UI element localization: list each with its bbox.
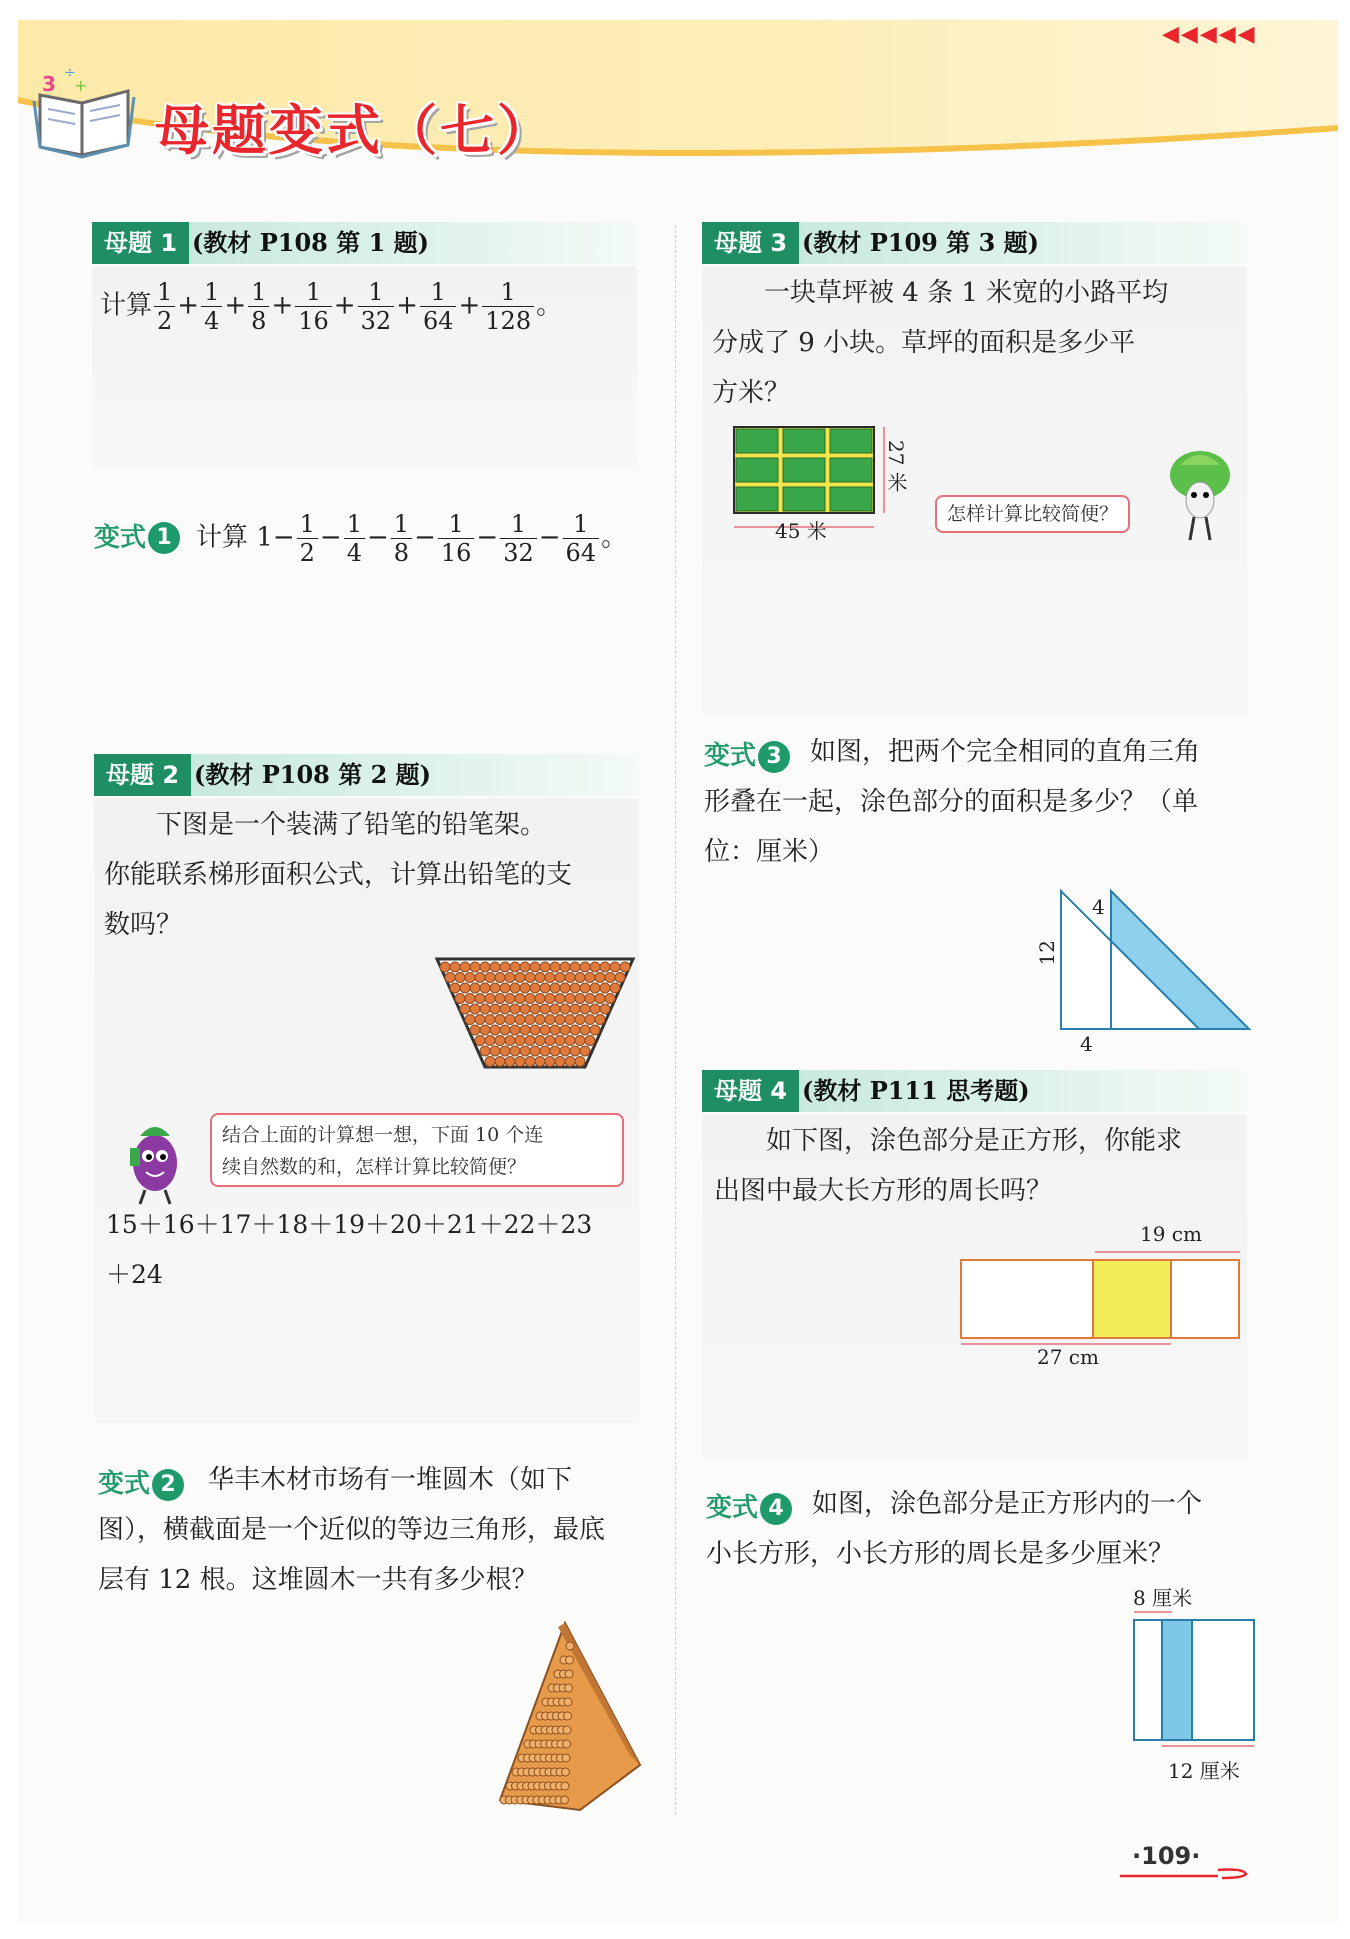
operator: − <box>272 522 295 553</box>
pencil-end <box>500 1046 510 1056</box>
problem-2-line-3: 数吗？ <box>104 910 183 940</box>
pencil-end <box>475 1015 485 1025</box>
variant-3-line-2: 形叠在一起，涂色部分的面积是多少？（单 <box>704 787 1199 817</box>
numerator: 1 <box>438 510 475 539</box>
pencil-end <box>525 994 535 1004</box>
pencil-end <box>555 1015 565 1025</box>
pencil-end <box>565 1057 575 1067</box>
variant-2-line-1: 华丰木材市场有一堆圆木（如下 <box>208 1465 573 1495</box>
rectangle-top-label: 19 cm <box>1140 1222 1202 1246</box>
pencil-end <box>605 994 615 1004</box>
operator: + <box>458 290 481 321</box>
denominator: 2 <box>299 539 315 567</box>
pencil-end <box>525 1036 535 1046</box>
pencil-end <box>530 1004 540 1014</box>
square-rectangle-figure <box>1128 1608 1258 1753</box>
triangle-bottom-label: 4 <box>1080 1032 1093 1056</box>
square-bottom-label: 12 厘米 <box>1168 1759 1240 1783</box>
pencil-end <box>500 1004 510 1014</box>
problem-2-header <box>94 754 639 796</box>
pencil-end <box>545 1057 555 1067</box>
problem-2-hint-line-1: 结合上面的计算想一想，下面 10 个连 <box>222 1124 544 1146</box>
problem-2-text <box>104 800 644 950</box>
pencil-end <box>515 1057 525 1067</box>
pencil-end <box>610 983 620 993</box>
cabbage-character-icon <box>1160 445 1240 545</box>
pencil-end <box>500 1025 510 1035</box>
pencil-end <box>490 1025 500 1035</box>
pencil-end <box>560 1004 570 1014</box>
pencil-end <box>505 1015 515 1025</box>
log-end <box>562 1754 570 1762</box>
pencil-end <box>535 1015 545 1025</box>
pencil-end <box>570 962 580 972</box>
fraction <box>201 278 222 335</box>
pencil-end <box>450 962 460 972</box>
column-divider <box>675 225 676 1815</box>
pencil-end <box>595 973 605 983</box>
pencil-end <box>480 1046 490 1056</box>
operator: + <box>177 290 200 321</box>
variant-3-line-1: 如图，把两个完全相同的直角三角 <box>810 737 1201 767</box>
variant-1-number-badge: 1 <box>148 522 180 554</box>
denominator: 32 <box>360 307 392 335</box>
pencil-end <box>505 994 515 1004</box>
numerator: 1 <box>344 510 365 539</box>
problem-3-header <box>702 222 1247 264</box>
variant-4-line-1: 如图，涂色部分是正方形内的一个 <box>812 1489 1203 1519</box>
eggplant-character-icon <box>110 1108 200 1208</box>
book-digit: 3 <box>42 72 56 96</box>
pencil-end <box>560 1046 570 1056</box>
log-end <box>566 1642 574 1650</box>
pencil-end <box>580 983 590 993</box>
pencil-end <box>565 973 575 983</box>
variant-2-line-2: 图），横截面是一个近似的等边三角形，最底 <box>98 1515 606 1545</box>
pencil-end <box>495 1015 505 1025</box>
pencil-end <box>565 1015 575 1025</box>
pencil-end <box>555 1057 565 1067</box>
pencil-end <box>590 1025 600 1035</box>
pencil-end <box>470 1004 480 1014</box>
svg-text:÷: ÷ <box>64 65 76 81</box>
problem-2-tag: 母题 2 <box>94 754 191 796</box>
problem-3-line-2: 分成了 9 小块。草坪的面积是多少平 <box>712 328 1136 358</box>
log-end <box>564 1712 572 1720</box>
pencil-end <box>550 1046 560 1056</box>
pencil-end <box>445 973 455 983</box>
pencil-end <box>515 1036 525 1046</box>
problem-4-line-2: 出图中最大长方形的周长吗？ <box>714 1176 1053 1206</box>
operator: − <box>476 522 499 553</box>
square-top-label: 8 厘米 <box>1133 1586 1193 1610</box>
pencil-end <box>490 983 500 993</box>
variant-1-label: 变式 1 <box>94 523 180 553</box>
page-number: ·109· <box>1132 1842 1201 1870</box>
pencil-end <box>540 1004 550 1014</box>
numerator: 1 <box>154 278 175 307</box>
problem-2-expression-line-1: 15＋16＋17＋18＋19＋20＋21＋22＋23 <box>106 1210 593 1239</box>
pencil-end <box>525 1015 535 1025</box>
fraction <box>358 278 395 335</box>
pencil-end <box>595 994 605 1004</box>
numerator: 1 <box>482 278 534 307</box>
pencil-end <box>595 1015 605 1025</box>
problem-4-source: (教材 P111 思考题) <box>802 1076 1030 1105</box>
pencil-end <box>520 1025 530 1035</box>
pencil-end <box>480 1004 490 1014</box>
numerator: 1 <box>500 510 537 539</box>
variant-3-label-text: 变式 <box>704 741 757 771</box>
problem-3-text <box>712 268 1242 418</box>
pencil-end <box>615 973 625 983</box>
pencil-end <box>485 1057 495 1067</box>
pencil-end <box>525 973 535 983</box>
log-end <box>565 1670 573 1678</box>
denominator: 16 <box>298 307 329 335</box>
pencil-end <box>510 1046 520 1056</box>
operator: + <box>224 290 247 321</box>
pencil-end <box>540 983 550 993</box>
fraction <box>344 510 365 567</box>
problem-2-line-2: 你能联系梯形面积公式，计算出铅笔的支 <box>104 860 573 890</box>
variant-2-text <box>98 1455 658 1605</box>
pencil-end <box>535 973 545 983</box>
pencil-end <box>490 1004 500 1014</box>
expr-prefix: 计算 <box>100 290 153 321</box>
pencil-end <box>505 973 515 983</box>
triangle-top-label: 4 <box>1092 895 1105 919</box>
numerator: 1 <box>563 510 600 539</box>
pencil-end <box>485 994 495 1004</box>
pencil-end <box>535 1057 545 1067</box>
pencil-end <box>500 983 510 993</box>
book-icon <box>30 55 140 165</box>
pencil-end <box>600 983 610 993</box>
problem-3-line-3: 方米？ <box>712 378 791 408</box>
triangles-figure <box>1055 885 1255 1035</box>
pencil-end <box>470 962 480 972</box>
pencil-end <box>540 1025 550 1035</box>
problem-2-expression <box>106 1200 592 1300</box>
pencil-end <box>570 1025 580 1035</box>
variant-4-number-badge: 4 <box>760 1493 792 1525</box>
pencil-end <box>520 962 530 972</box>
pencil-end <box>520 1046 530 1056</box>
problem-2-hint-bubble <box>210 1113 624 1187</box>
pencil-end <box>465 994 475 1004</box>
operator: + <box>396 290 418 321</box>
denominator: 2 <box>157 307 173 335</box>
pencil-end <box>590 983 600 993</box>
lawn-width-label: 45 米 <box>775 519 827 543</box>
fraction <box>297 510 318 567</box>
log-end <box>563 1726 571 1734</box>
pencil-end <box>560 1025 570 1035</box>
pencil-end <box>585 994 595 1004</box>
pencil-end <box>580 1046 590 1056</box>
problem-2-line-1: 下图是一个装满了铅笔的铅笔架。 <box>104 810 547 840</box>
pencil-end <box>440 962 450 972</box>
problem-3-tag: 母题 3 <box>702 222 799 264</box>
numerator: 1 <box>420 278 457 307</box>
pencil-holder-figure <box>435 955 635 1075</box>
lawn-height-label: 27 米 <box>884 440 908 492</box>
pencil-end <box>510 1025 520 1035</box>
pencil-end <box>470 1025 480 1035</box>
operator: − <box>366 522 389 553</box>
numerator: 1 <box>391 510 412 539</box>
pencil-end <box>495 973 505 983</box>
pencil-end <box>580 1004 590 1014</box>
pencil-end <box>455 994 465 1004</box>
pencil-end <box>600 962 610 972</box>
problem-1-source: (教材 P108 第 1 题) <box>192 228 429 257</box>
pencil-end <box>545 1015 555 1025</box>
pencil-end <box>550 962 560 972</box>
variant-4-text <box>706 1479 1266 1579</box>
variant-2-line-3: 层有 12 根。这堆圆木一共有多少根？ <box>98 1565 538 1595</box>
pencil-end <box>550 983 560 993</box>
pencil-end <box>600 1004 610 1014</box>
problem-1-expression <box>100 278 562 335</box>
pencil-end <box>620 962 630 972</box>
rectangle-bottom-label: 27 cm <box>1037 1345 1099 1369</box>
pencil-end <box>550 1025 560 1035</box>
denominator: 4 <box>346 539 362 567</box>
problem-4-header <box>702 1070 1247 1112</box>
fraction <box>295 278 332 335</box>
numerator: 1 <box>248 278 269 307</box>
pencil-end <box>485 1015 495 1025</box>
pencil-end <box>490 962 500 972</box>
operator: + <box>271 290 294 321</box>
pencil-end <box>540 962 550 972</box>
pencil-end <box>570 1004 580 1014</box>
numerator: 1 <box>297 510 318 539</box>
numerator: 1 <box>358 278 395 307</box>
denominator: 64 <box>422 307 454 335</box>
variant-2-number-badge: 2 <box>152 1469 184 1501</box>
fraction <box>154 278 175 335</box>
pencil-end <box>565 1036 575 1046</box>
pencil-end <box>480 962 490 972</box>
log-end <box>565 1684 573 1692</box>
pencil-end <box>485 973 495 983</box>
variant-4-label-text: 变式 <box>706 1493 759 1523</box>
pencil-end <box>590 962 600 972</box>
pencil-end <box>590 1004 600 1014</box>
pencil-end <box>470 983 480 993</box>
operator: − <box>538 522 561 553</box>
denominator: 128 <box>485 307 532 335</box>
pencil-end <box>460 1004 470 1014</box>
pencil-end <box>555 994 565 1004</box>
pencil-end <box>525 1057 535 1067</box>
pencil-end <box>465 973 475 983</box>
pencil-end <box>495 1057 505 1067</box>
pencil-end <box>545 994 555 1004</box>
numerator: 1 <box>201 278 222 307</box>
pencil-end <box>570 983 580 993</box>
variant-1-expression <box>94 510 627 567</box>
variant-3-line-3: 位：厘米） <box>704 837 835 867</box>
denominator: 8 <box>393 539 410 567</box>
problem-4-text <box>714 1116 1244 1216</box>
pencil-end <box>535 1036 545 1046</box>
expr-end: 。 <box>536 290 563 321</box>
pencil-end <box>480 983 490 993</box>
pencil-end <box>450 983 460 993</box>
pencil-end <box>520 1004 530 1014</box>
problem-2-expression-line-2: ＋24 <box>106 1260 163 1289</box>
page-number-underline <box>1118 1862 1258 1882</box>
pencil-end <box>510 983 520 993</box>
pencil-end <box>500 962 510 972</box>
log-end <box>561 1782 569 1790</box>
pencil-end <box>530 983 540 993</box>
pencil-end <box>585 1015 595 1025</box>
pencil-end <box>560 962 570 972</box>
rectangle-square-figure <box>955 1240 1245 1350</box>
pencil-end <box>570 1046 580 1056</box>
operator: − <box>414 522 436 553</box>
pencil-end <box>515 1015 525 1025</box>
pencil-end <box>510 962 520 972</box>
pencil-end <box>610 962 620 972</box>
fraction <box>482 278 534 335</box>
page-title: 母题变式（七） <box>155 99 554 162</box>
pencil-end <box>545 973 555 983</box>
pencil-end <box>585 973 595 983</box>
denominator: 4 <box>204 307 220 335</box>
fraction <box>420 278 457 335</box>
problem-3-line-1: 一块草坪被 4 条 1 米宽的小路平均 <box>712 278 1169 308</box>
pencil-end <box>490 1046 500 1056</box>
numerator: 1 <box>295 278 332 307</box>
problem-1-tag: 母题 1 <box>92 222 189 264</box>
expr-prefix: 计算 1 <box>196 522 273 553</box>
variant-3-number-badge: 3 <box>758 741 790 773</box>
denominator: 16 <box>440 539 472 567</box>
problem-4-line-1: 如下图，涂色部分是正方形，你能求 <box>714 1126 1183 1156</box>
log-end <box>562 1768 570 1776</box>
denominator: 64 <box>565 539 597 567</box>
denominator: 32 <box>503 539 534 567</box>
fraction <box>563 510 600 567</box>
pencil-end <box>475 1036 485 1046</box>
operator: − <box>319 522 342 553</box>
problem-3-source: (教材 P109 第 3 题) <box>802 228 1039 257</box>
pencil-end <box>575 1057 585 1067</box>
triangle-height-label: 12 <box>1035 940 1059 966</box>
pencil-end <box>545 1036 555 1046</box>
pencil-end <box>535 994 545 1004</box>
fraction <box>438 510 475 567</box>
pencil-end <box>485 1036 495 1046</box>
fraction <box>391 510 412 567</box>
pencil-end <box>580 1025 590 1035</box>
pencil-end <box>555 1036 565 1046</box>
log-pile-figure <box>480 1615 650 1815</box>
problem-2-source: (教材 P108 第 2 题) <box>194 760 431 789</box>
pencil-end <box>475 994 485 1004</box>
arrows-decoration: ◀◀◀◀◀ <box>1162 22 1257 47</box>
pencil-end <box>465 1015 475 1025</box>
log-end <box>561 1796 569 1804</box>
pencil-end <box>575 1015 585 1025</box>
pencil-end <box>495 1036 505 1046</box>
pencil-end <box>520 983 530 993</box>
pencil-end <box>515 994 525 1004</box>
pencil-end <box>495 994 505 1004</box>
variant-3-text <box>704 727 1264 877</box>
pencil-end <box>505 1036 515 1046</box>
svg-text:+: + <box>74 76 88 95</box>
log-end <box>566 1656 574 1664</box>
variant-4-line-2: 小长方形，小长方形的周长是多少厘米？ <box>706 1539 1175 1569</box>
pencil-end <box>505 1057 515 1067</box>
pencil-end <box>460 983 470 993</box>
log-end <box>563 1740 571 1748</box>
pencil-end <box>605 973 615 983</box>
operator: + <box>333 290 356 321</box>
pencil-end <box>550 1004 560 1014</box>
pencil-end <box>460 962 470 972</box>
denominator: 8 <box>251 307 267 335</box>
log-end <box>564 1698 572 1706</box>
problem-3-hint-bubble: 怎样计算比较简便？ <box>935 495 1130 533</box>
expr-end: 。 <box>601 522 628 553</box>
problem-4-tag: 母题 4 <box>702 1070 799 1112</box>
pencil-end <box>480 1025 490 1035</box>
problem-2-hint-line-2: 续自然数的和，怎样计算比较简便？ <box>222 1156 527 1178</box>
pencil-end <box>510 1004 520 1014</box>
pencil-end <box>455 973 465 983</box>
pencil-end <box>515 973 525 983</box>
pencil-end <box>580 962 590 972</box>
pencil-end <box>475 973 485 983</box>
variant-2-label-text: 变式 <box>98 1469 151 1499</box>
pencil-end <box>575 1036 585 1046</box>
pencil-end <box>540 1046 550 1056</box>
pencil-end <box>530 1025 540 1035</box>
pencil-end <box>530 1046 540 1056</box>
pencil-end <box>555 973 565 983</box>
pencil-end <box>585 1036 595 1046</box>
pencil-end <box>575 994 585 1004</box>
pencil-end <box>530 962 540 972</box>
pencil-end <box>575 973 585 983</box>
fraction <box>500 510 537 567</box>
fraction <box>248 278 269 335</box>
pencil-end <box>560 983 570 993</box>
pencil-end <box>565 994 575 1004</box>
problem-1-header <box>92 222 637 264</box>
